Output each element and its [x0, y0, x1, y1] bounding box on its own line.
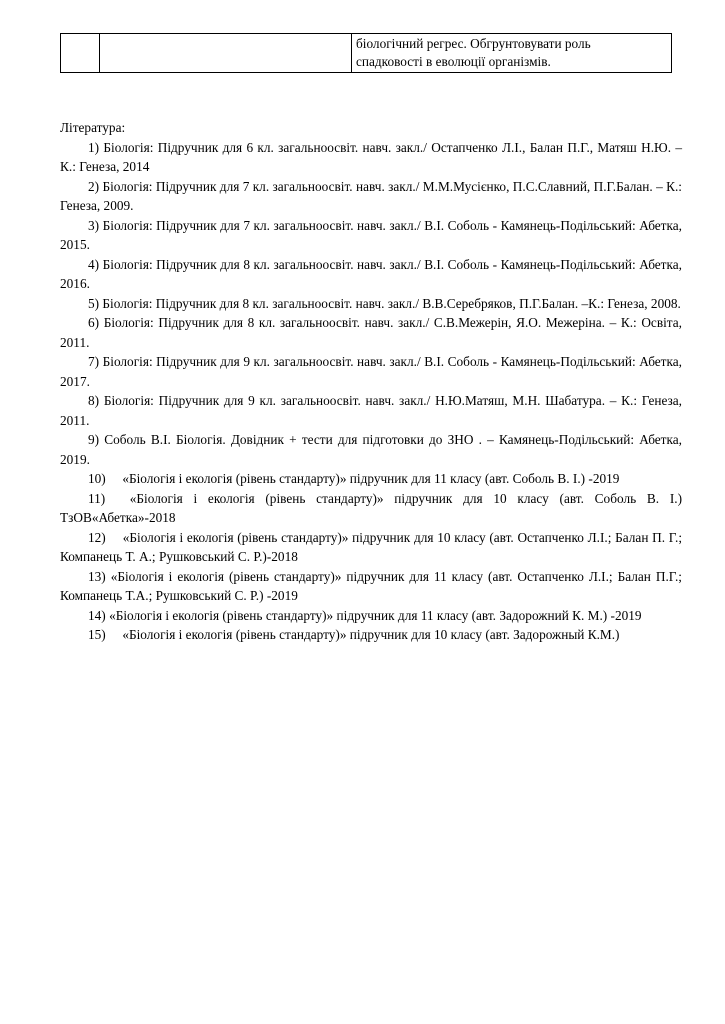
literature-item [60, 138, 682, 177]
literature-item-text: «Біологія і екологія (рівень стандарту)» підручник для 10 класу (авт. Соболь В. І.) ТзОВ«Абетка»-2018 [60, 490, 682, 525]
literature-item-number: 9) [88, 432, 100, 447]
literature-item-text: «Біологія і екологія (рівень стандарту)» підручник для 11 класу (авт. Соболь В. І.) -2019 [122, 471, 620, 486]
literature-item [60, 469, 682, 489]
literature-item [60, 177, 682, 216]
table-cell-text [352, 34, 672, 73]
table-row [61, 34, 672, 73]
literature-item [60, 430, 682, 469]
literature-item [60, 606, 682, 626]
literature-item-number: 5) [88, 295, 100, 311]
literature-item-text: Біологія: Підручник для 9 кл. загальноосвіт. навч. закл./ Н.Ю.Матяш, М.Н. Шабатура. – К.: Генеза, 2011. [60, 393, 683, 428]
literature-item-text: Біологія: Підручник для 8 кл. загальноосвіт. навч. закл./ В.І. Соболь - Камянець-Подільський: Абетка, 2016. [60, 256, 682, 291]
table-cell-empty [61, 34, 100, 73]
literature-item [60, 567, 682, 606]
literature-item [60, 391, 682, 430]
literature-item-text: Біологія: Підручник для 6 кл. загальноосвіт. навч. закл./ Остапченко Л.І., Балан П.Г., Матяш Н.Ю. – К.: Генеза, 2014 [60, 139, 682, 174]
literature-item-number: 10) [88, 471, 106, 486]
literature-item-text: «Біологія і екологія (рівень стандарту)» підручник для 11 класу (авт. Остапченко Л.І.; Балан П.Г.; Компанець Т.А.; Рушковський С. Р.) -2019 [60, 568, 682, 603]
literature-item [60, 489, 682, 528]
literature-item-text: «Біологія і екологія (рівень стандарту)» підручник для 10 класу (авт. Остапченко Л.І.; Балан П. Г.; Компанець Т. А.; Рушковський С. Р.)-2018 [60, 529, 683, 564]
literature-list [60, 138, 682, 645]
literature-item [60, 313, 682, 352]
literature-item [60, 294, 682, 314]
literature-item [60, 625, 682, 645]
literature-item-number: 2) [88, 178, 100, 194]
literature-item [60, 216, 682, 255]
literature-item-text: Біологія: Підручник для 7 кл. загальноосвіт. навч. закл./ М.М.Мусієнко, П.С.Славний, П.Г.Балан. – К.: Генеза, 2009. [60, 178, 682, 213]
literature-item-number: 4) [88, 256, 100, 272]
literature-section [60, 118, 682, 645]
literature-item-text: Соболь В.І. Біологія. Довідник + тести для підготовки до ЗНО . – Камянець-Подільський: Абетка, 2019. [60, 432, 682, 467]
literature-item-number: 11) [88, 490, 106, 506]
literature-item-text: Біологія: Підручник для 7 кл. загальноосвіт. навч. закл./ В.І. Соболь - Камянець-Подільський: Абетка, 2015. [60, 217, 682, 252]
literature-item-text: Біологія: Підручник для 9 кл. загальноосвіт. навч. закл./ В.І. Соболь - Камянець-Подільський: Абетка, 2017. [60, 354, 682, 389]
literature-item [60, 528, 682, 567]
literature-item-text: Біологія: Підручник для 8 кл. загальноосвіт. навч. закл./ С.В.Межерін, Я.О. Межеріна. – К.: Освіта, 2011. [60, 315, 682, 350]
table-cell-empty [100, 34, 352, 73]
literature-item-number: 14) [88, 607, 106, 623]
literature-item-number: 15) [88, 627, 106, 642]
literature-item-number: 3) [88, 217, 100, 233]
literature-item-number: 6) [88, 315, 100, 330]
literature-item [60, 255, 682, 294]
literature-item-text: Біологія: Підручник для 8 кл. загальноосвіт. навч. закл./ В.В.Серебряков, П.Г.Балан. –К.: Генеза, 2008. [102, 295, 681, 311]
table-cell-line: біологічний регрес. Обгрунтовувати роль [356, 36, 591, 51]
literature-item-number: 8) [88, 393, 100, 408]
literature-item [60, 352, 682, 391]
table-fragment [60, 33, 672, 73]
literature-item-text: «Біологія і екологія (рівень стандарту)» підручник для 11 класу (авт. Задорожний К. М.) -2019 [109, 607, 642, 623]
literature-heading: Література: [60, 120, 126, 135]
literature-item-text: «Біологія і екологія (рівень стандарту)» підручник для 10 класу (авт. Задорожный К.М.) [122, 627, 620, 642]
literature-item-number: 7) [88, 354, 100, 369]
table-cell-line: спадковості в еволюції організмів. [356, 54, 551, 69]
literature-item-number: 1) [88, 139, 100, 155]
literature-item-number: 13) [88, 568, 106, 584]
literature-item-number: 12) [88, 529, 106, 545]
